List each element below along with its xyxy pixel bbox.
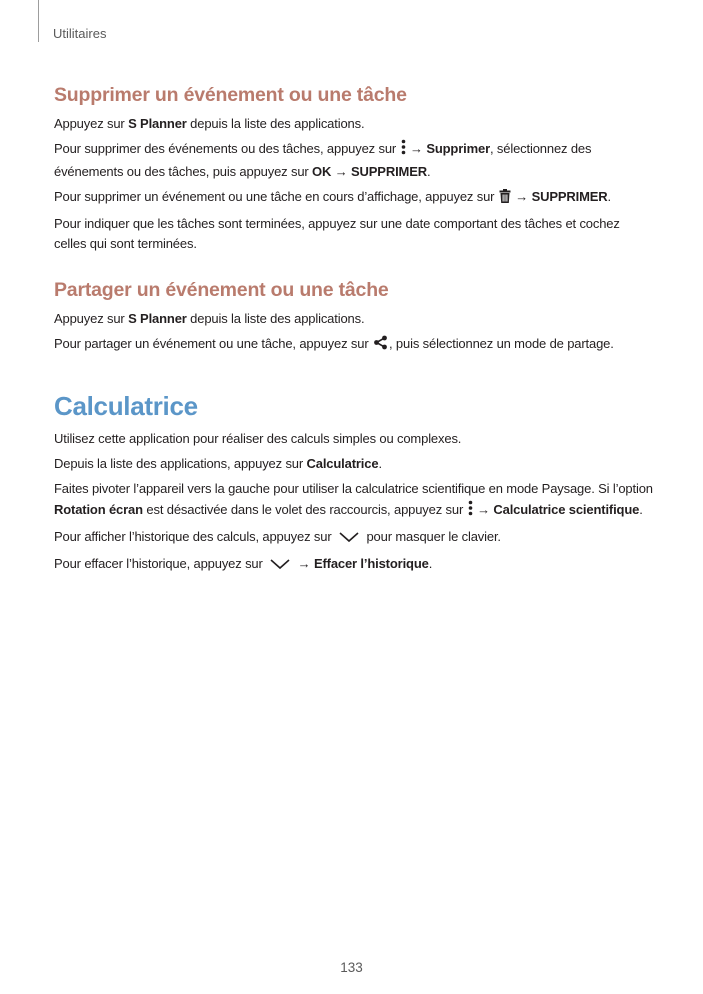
share-icon	[373, 335, 388, 357]
chevron-down-icon	[336, 529, 362, 550]
trash-icon	[499, 189, 511, 210]
page-number: 133	[340, 960, 363, 975]
running-head: Utilitaires	[53, 26, 107, 41]
paragraph: Pour supprimer des événements ou des tâches, appuyez sur → Supprimer, sélectionnez des événements ou des tâches, puis appuyez sur OK → SUPPRIMER.	[54, 141, 592, 179]
chevron-down-icon	[267, 556, 293, 577]
page-content	[54, 82, 654, 576]
vertical-dots-icon	[401, 139, 406, 162]
paragraph: Pour supprimer un événement ou une tâche en cours d’affichage, appuyez sur → SUPPRIMER.	[54, 187, 654, 210]
chapter-title: Calculatrice	[54, 391, 198, 421]
paragraph: Pour afficher l’historique des calculs, appuyez sur pour masquer le clavier.	[54, 527, 654, 550]
paragraph: Appuyez sur S Planner depuis la liste des applications.	[54, 310, 365, 326]
paragraph: Utilisez cette application pour réaliser des calculs simples ou complexes.	[54, 431, 462, 446]
paragraph: Faites pivoter l’appareil vers la gauche pour utiliser la calculatrice scientifique en mode Paysage. Si l’option Rotation écran est désactivée dans le volet des raccourcis, appuyez sur → Calculatrice scientifique.	[54, 479, 654, 522]
paragraph: Pour indiquer que les tâches sont terminées, appuyez sur une date comportant des tâches et cochez celles qui sont terminées.	[54, 215, 620, 251]
paragraph: Pour effacer l’historique, appuyez sur → Effacer l’historique.	[54, 554, 654, 577]
paragraph: Appuyez sur S Planner depuis la liste des applications.	[54, 116, 365, 131]
section-title-delete: Supprimer un événement ou une tâche	[54, 84, 407, 106]
paragraph: Depuis la liste des applications, appuyez sur Calculatrice.	[54, 456, 382, 471]
section-title-share: Partager un événement ou une tâche	[54, 278, 389, 301]
corner-rule	[38, 0, 39, 42]
paragraph: Pour partager un événement ou une tâche, appuyez sur , puis sélectionnez un mode de partage.	[54, 334, 654, 357]
vertical-dots-icon	[468, 500, 473, 523]
